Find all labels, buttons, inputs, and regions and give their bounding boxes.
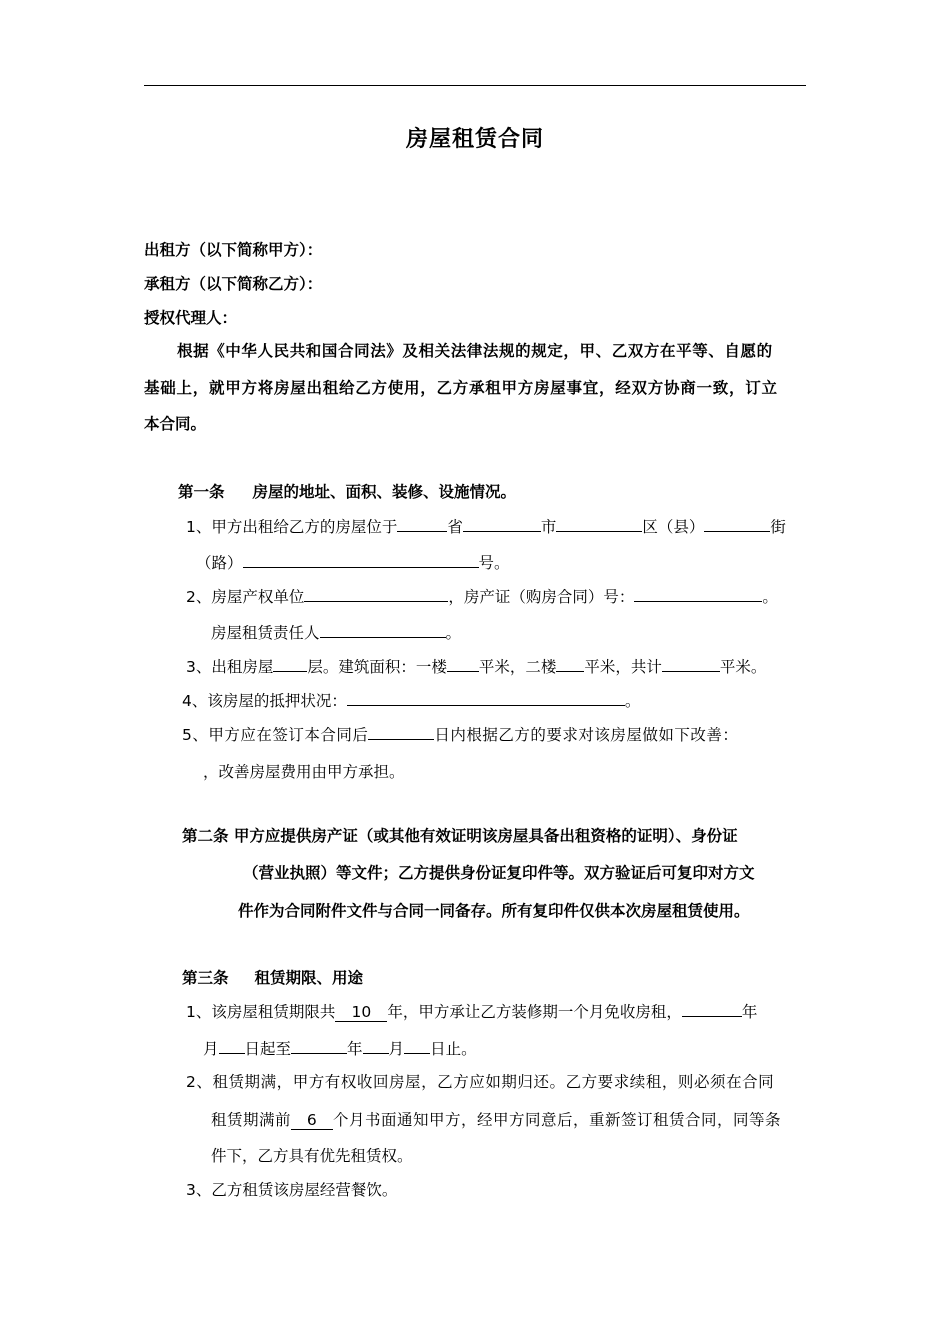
start-day-blank [219,1036,245,1054]
number-label: 号。 [478,554,510,572]
end-month-blank [363,1036,389,1054]
period: 。 [445,624,462,642]
end-day-blank [404,1036,430,1054]
term-years-value: 10 [335,1004,387,1022]
improvement-label: 5、甲方应在签订本合同后 [182,726,369,744]
street-label: 街 [770,518,786,536]
art1-item5-line2: ，改善房屋费用由甲方承担。 [203,763,405,781]
road-label: （路） [196,554,243,572]
notice-months-value: 6 [291,1112,333,1130]
article-1-heading [178,480,516,502]
art1-item3 [186,654,766,677]
art1-item2-line1 [186,584,778,607]
responsible-label: 房屋租赁责任人 [211,624,320,642]
start-year-blank [682,999,742,1017]
floor2-area-blank [556,654,584,672]
floor1-area-blank [447,654,479,672]
floors-label: 3、出租房屋 [186,658,274,676]
document-title: 房屋租赁合同 [405,127,544,152]
mortgage-blank [347,688,625,706]
period: 。 [624,692,641,710]
article-3-heading [182,966,363,988]
end-month-label: 月 [388,1040,405,1058]
owner-unit-blank [304,584,448,602]
end-year-label: 年 [347,1040,363,1058]
art3-item2-line3: 件下，乙方具有优先租赁权。 [211,1147,413,1165]
total-label: 平米，共计 [584,658,662,676]
notice-label: 租赁期满前 [211,1111,292,1129]
article-2-line3: 件作为合同附件文件与合同一同备存。所有复印件仅供本次房屋租赁使用。 [238,902,750,920]
district-blank [556,514,642,532]
article-3-title: 租赁期限、用途 [254,969,364,987]
mortgage-label: 4、该房屋的抵押状况： [182,692,347,710]
intro-line-3: 本合同。 [144,415,207,433]
term-text: 年，甲方承让乙方装修期一个月免收房租， [387,1003,682,1021]
floor1-label: 层。建筑面积：一楼 [307,658,447,676]
city-blank [463,514,541,532]
art1-item4 [182,688,640,711]
street-blank [704,514,770,532]
article-1-title: 房屋的地址、面积、装修、设施情况。 [252,483,517,501]
lessee-line: 承租方（以下简称乙方）： [144,275,323,293]
art3-item3: 3、乙方租赁该房屋经营餐饮。 [186,1181,398,1199]
start-month-label: 月 [203,1040,219,1058]
improvement-days-blank [368,722,434,740]
end-year-blank [291,1036,347,1054]
sqm-label: 平米。 [719,658,767,676]
header-rule [144,85,806,86]
article-1-number: 第一条 [178,483,225,501]
floor2-label: 平米，二楼 [478,658,557,676]
art3-item2-line2 [211,1108,781,1130]
certificate-blank [634,584,762,602]
art1-item2-line2 [211,620,461,643]
art3-item1-line1 [186,999,757,1022]
province-label: 省 [447,518,463,536]
article-2-line2: （营业执照）等文件；乙方提供身份证复印件等。双方验证后可复印对方文 [243,864,755,882]
art1-item1-line2 [196,550,510,573]
art1-item1-text: 1、甲方出租给乙方的房屋位于 [186,518,398,536]
intro-line-2: 基础上，就甲方将房屋出租给乙方使用，乙方承租甲方房屋事宜，经双方协商一致，订立 [144,379,778,397]
province-blank [397,514,447,532]
start-day-label: 日起至 [244,1040,292,1058]
article-3-number: 第三条 [182,969,229,987]
certificate-label: ，房产证（购房合同）号： [448,588,635,606]
notice-text: 个月书面通知甲方，经甲方同意后，重新签订租赁合同，同等条 [333,1111,782,1129]
agent-line: 授权代理人： [144,309,238,327]
floors-blank [273,654,307,672]
start-year-label: 年 [741,1003,758,1021]
city-label: 市 [540,518,557,536]
term-label: 1、该房屋租赁期限共 [186,1003,336,1021]
period: 。 [762,588,778,606]
total-area-blank [662,654,720,672]
intro-line-1: 根据《中华人民共和国合同法》及相关法律法规的规定，甲、乙双方在平等、自愿的 [177,342,773,360]
improvement-text: 日内根据乙方的要求对该房屋做如下改善： [434,726,739,744]
end-day-label: 日止。 [430,1040,477,1058]
owner-unit-label: 2、房屋产权单位 [186,588,305,606]
art1-item5-line1 [182,722,738,745]
district-label: 区（县） [642,518,705,536]
responsible-blank [320,620,446,638]
lessor-line: 出租方（以下简称甲方）： [144,241,323,259]
article-2-line1: 第二条 甲方应提供房产证（或其他有效证明该房屋具备出租资格的证明）、身份证 [182,827,738,845]
art3-item2-line1: 2、租赁期满，甲方有权收回房屋，乙方应如期归还。乙方要求续租，则必须在合同 [186,1073,775,1091]
road-blank [243,550,479,568]
art3-item1-line2 [203,1036,477,1059]
art1-item1-line1 [186,514,786,537]
